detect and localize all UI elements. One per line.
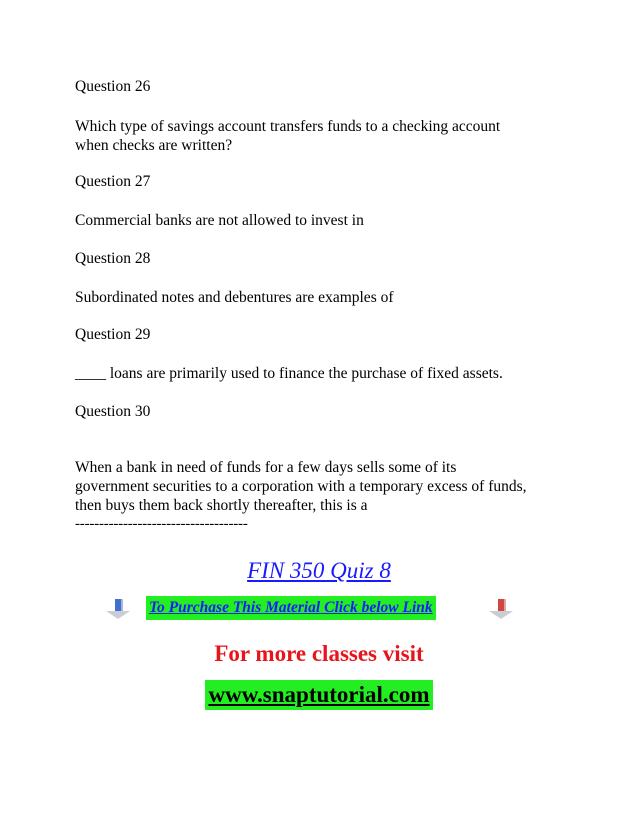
down-arrow-icon — [489, 599, 513, 619]
question-26-text-line-1: Which type of savings account transfers funds to a checking account — [75, 118, 501, 135]
question-30-text-line-1: When a bank in need of funds for a few days sells some of its — [75, 459, 457, 476]
visit-heading: For more classes visit — [214, 641, 424, 666]
question-29-label: Question 29 — [75, 326, 151, 343]
question-28-label: Question 28 — [75, 250, 151, 267]
website-wrapper — [0, 680, 638, 710]
question-28-text: Subordinated notes and debentures are examples of — [75, 289, 394, 306]
question-27-label: Question 27 — [75, 173, 151, 190]
divider-line: ------------------------------------ — [75, 516, 248, 532]
purchase-row — [0, 596, 638, 624]
question-30-text-line-2: government securities to a corporation with a temporary excess of funds, — [75, 478, 527, 495]
question-26-label: Question 26 — [75, 78, 151, 95]
down-arrow-icon — [106, 599, 130, 619]
quiz-title-link[interactable]: FIN 350 Quiz 8 — [247, 558, 391, 583]
question-29-text: ____ loans are primarily used to finance the purchase of fixed assets. — [75, 365, 503, 382]
question-30-label: Question 30 — [75, 403, 151, 420]
question-26-text-line-2: when checks are written? — [75, 137, 233, 154]
website-link[interactable]: www.snaptutorial.com — [205, 680, 432, 710]
question-27-text: Commercial banks are not allowed to invest in — [75, 212, 364, 229]
purchase-material-link[interactable]: To Purchase This Material Click below Link — [146, 596, 436, 620]
question-30-text-line-3: then buys them back shortly thereafter, this is a — [75, 497, 368, 514]
